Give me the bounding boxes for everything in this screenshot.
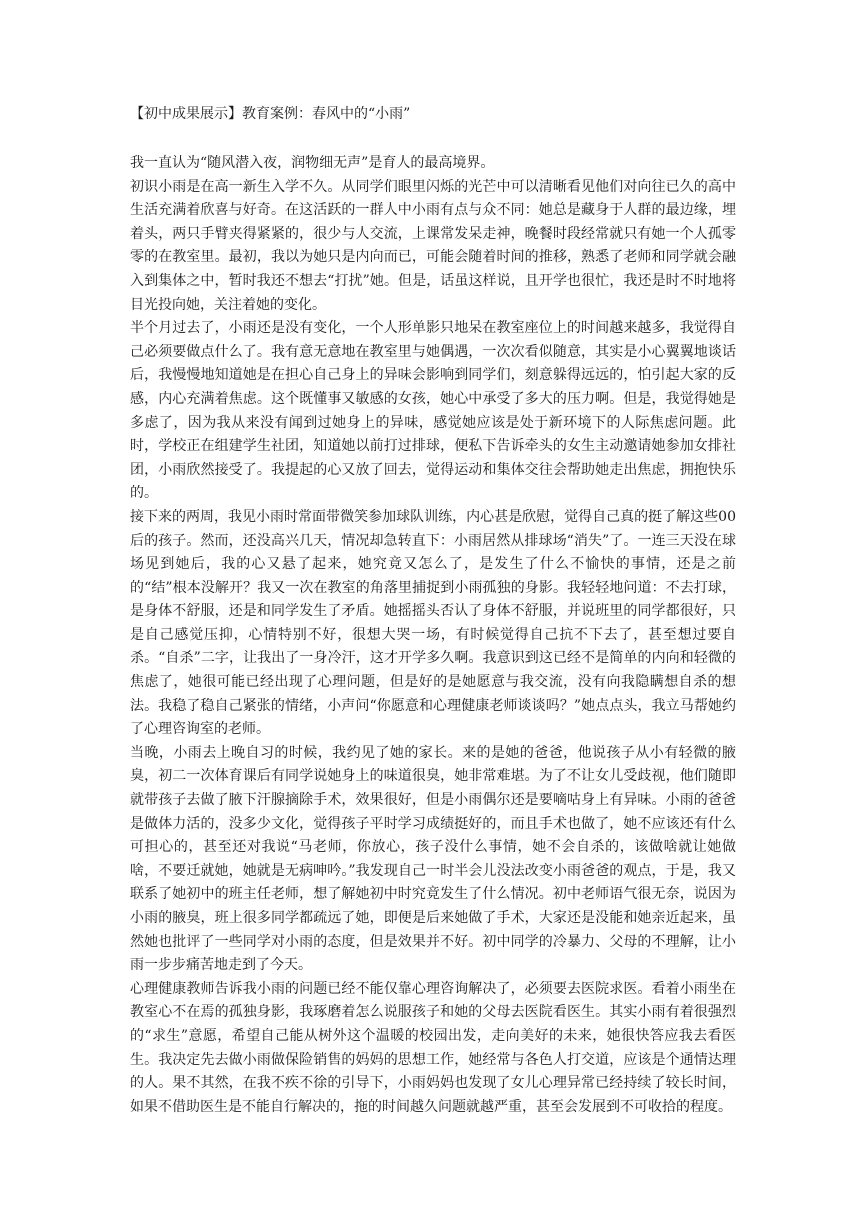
document-title: 【初中成果展示】教育案例：春风中的“小雨”	[130, 106, 411, 122]
title-spacer	[130, 125, 736, 152]
paragraph-2: 初识小雨是在高一新生入学不久。从同学们眼里闪烁的光芒中可以清晰看见他们对向往已久的高中生活充满着欣喜与好奇。在这活跃的一群人中小雨有点与众不同：她总是藏身于人群的最边缘，埋着头，两只手臂夹得紧紧的，很少与人交流，上课常发呆走神，晚餐时段经常就只有她一个人孤零零的在教室里。最初，我以为她只是内向而已，可能会随着时间的推移，熟悉了老师和同学就会融入到集体之中，暂时我还不想去“打扰”她。但是，话虽这样说，且开学也很忙，我还是时不时地将目光投向她，关注着她的变化。	[130, 178, 736, 313]
paragraph-4: 接下来的两周，我见小雨时常面带微笑参加球队训练，内心甚是欣慰，觉得自己真的挺了解这些00后的孩子。然而，还没高兴几天，情况却急转直下：小雨居然从排球场“消失”了。一连三天没在球场见到她后，我的心又悬了起来，她究竟又怎么了，是发生了什么不愉快的事情，还是之前的“结”根本没解开？我又一次在教室的角落里捕捉到小雨孤独的身影。我轻轻地问道：不去打球，是身体不舒服，还是和同学发生了矛盾。她摇摇头否认了身体不舒服，并说班里的同学都很好，只是自己感觉压抑，心情特别不好，很想大哭一场，有时候觉得自己抗不下去了，甚至想过要自杀。“自杀”二字，让我出了一身冷汗，这才开学多久啊。我意识到这已经不是简单的内向和轻微的焦虑了，她很可能已经出现了心理问题，但是好的是她愿意与我交流，没有向我隐瞒想自杀的想法。我稳了稳自己紧张的情绪，小声问“你愿意和心理健康老师谈谈吗？”她点点头，我立马帮她约了心理咨询室的老师。	[130, 508, 736, 738]
paragraph-3: 半个月过去了，小雨还是没有变化，一个人形单影只地呆在教室座位上的时间越来越多，我觉得自己必须要做点什么了。我有意无意地在教室里与她偶遇，一次次看似随意，其实是小心翼翼地谈话后，我慢慢地知道她是在担心自己身上的异味会影响到同学们，刻意躲得远远的，怕引起大家的反感，内心充满着焦虑。这个既懂事又敏感的女孩，她心中承受了多大的压力啊。但是，我觉得她是多虑了，因为我从来没有闻到过她身上的异味，感觉她应该是处于新环境下的人际焦虑问题。此时，学校正在组建学生社团，知道她以前打过排球，便私下告诉牵头的女生主动邀请她参加女排社团，小雨欣然接受了。我提起的心又放了回去，觉得运动和集体交往会帮助她走出焦虑，拥抱快乐的。	[130, 320, 736, 502]
document-page	[130, 103, 736, 1119]
paragraph-1: 我一直认为“随风潜入夜，润物细无声”是育人的最高境界。	[130, 155, 495, 171]
paragraph-5: 当晚，小雨去上晚自习的时候，我约见了她的家长。来的是她的爸爸，他说孩子从小有轻微的腋臭，初二一次体育课后有同学说她身上的味道很臭，她非常难堪。为了不让女儿受歧视，他们随即就带孩子去做了腋下汗腺摘除手术，效果很好，但是小雨偶尔还是要嘀咕身上有异味。小雨的爸爸是做体力活的，没多少文化，觉得孩子平时学习成绩挺好的，而且手术也做了，她不应该还有什么可担心的，甚至还对我说“马老师，你放心，孩子没什么事情，她不会自杀的，该做啥就让她做啥，不要迁就她，她就是无病呻吟。”我发现自己一时半会儿没法改变小雨爸爸的观点，于是，我又联系了她初中的班主任老师，想了解她初中时究竟发生了什么情况。初中老师语气很无奈，说因为小雨的腋臭，班上很多同学都疏远了她，即便是后来她做了手术，大家还是没能和她亲近起来，虽然她也批评了一些同学对小雨的态度，但是效果并不好。初中同学的冷暴力、父母的不理解，让小雨一步步痛苦地走到了今天。	[130, 744, 736, 974]
paragraph-6: 心理健康教师告诉我小雨的问题已经不能仅靠心理咨询解决了，必须要去医院求医。看着小雨坐在教室心不在焉的孤独身影，我琢磨着怎么说服孩子和她的父母去医院看医生。其实小雨有着很强烈的“求生”意愿，希望自己能从树外这个温暖的校园出发，走向美好的未来，她很快答应我去看医生。我决定先去做小雨做保险销售的妈妈的思想工作，她经常与各色人打交道，应该是个通情达理的人。果不其然，在我不疾不徐的引导下，小雨妈妈也发现了女儿心理异常已经持续了较长时间，如果不借助医生是不能自行解决的，拖的时间越久问题就越严重，甚至会发展到不可收拾的程度。	[130, 980, 736, 1115]
